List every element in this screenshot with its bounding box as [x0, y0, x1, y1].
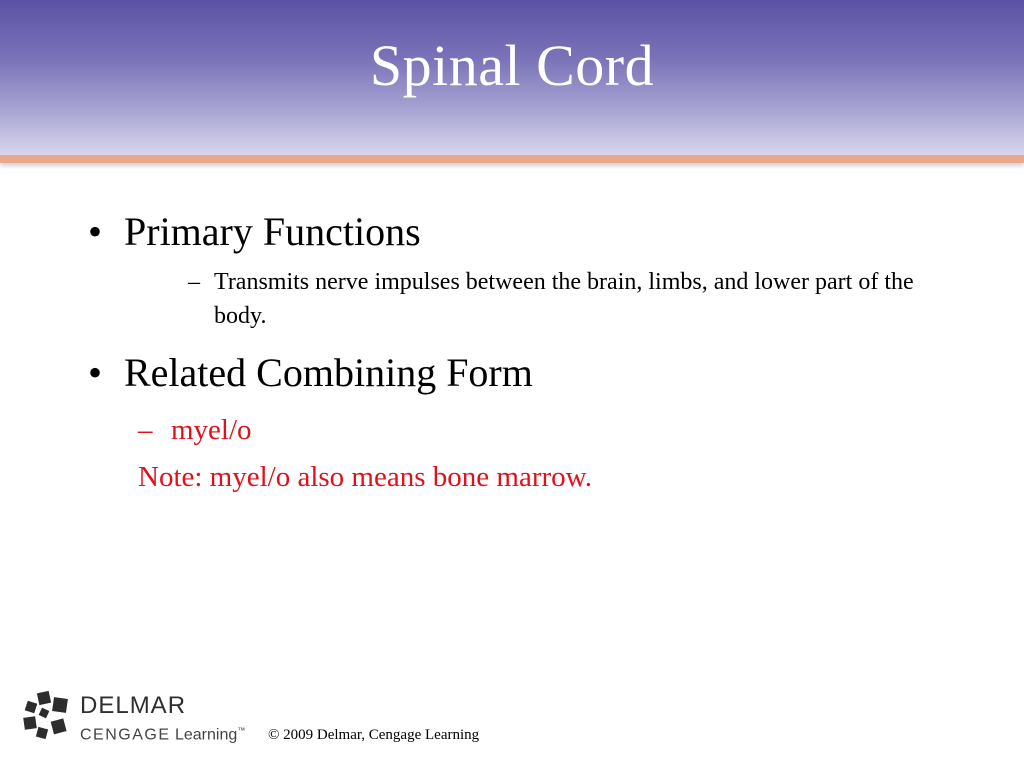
sub-item-myelo [138, 410, 438, 450]
cengage-text: CENGAGE [80, 726, 171, 744]
bullet-point-icon: • [88, 209, 103, 254]
delmar-logo-mark-icon [22, 690, 74, 742]
bone-marrow-note: Note: myel/o also means bone marrow. [138, 461, 592, 493]
delmar-cengage-logo [22, 690, 262, 746]
sub-item-transmits-impulses [188, 265, 978, 337]
title-bar [0, 0, 1024, 155]
trademark-mark: ™ [237, 726, 246, 735]
delmar-wordmark: DELMAR [80, 692, 187, 719]
dash-icon: – [188, 269, 200, 295]
dash-icon: – [138, 414, 153, 446]
myelo-text: myel/o [171, 414, 252, 446]
copyright-notice: © 2009 Delmar, Cengage Learning [268, 727, 480, 743]
cengage-learning-wordmark [80, 721, 245, 745]
title-divider [0, 155, 1024, 163]
related-combining-form-heading: Related Combining Form [124, 350, 533, 395]
primary-functions-heading: Primary Functions [124, 209, 421, 254]
transmits-impulses-text: Transmits nerve impulses between the brain, limbs, and lower part of the body. [214, 269, 914, 329]
learning-text: Learning [174, 726, 238, 744]
slide-title: Spinal Cord [369, 33, 655, 98]
bullet-primary-functions [88, 208, 421, 256]
bullet-point-icon: • [88, 350, 103, 395]
bullet-related-combining-form [88, 349, 533, 397]
